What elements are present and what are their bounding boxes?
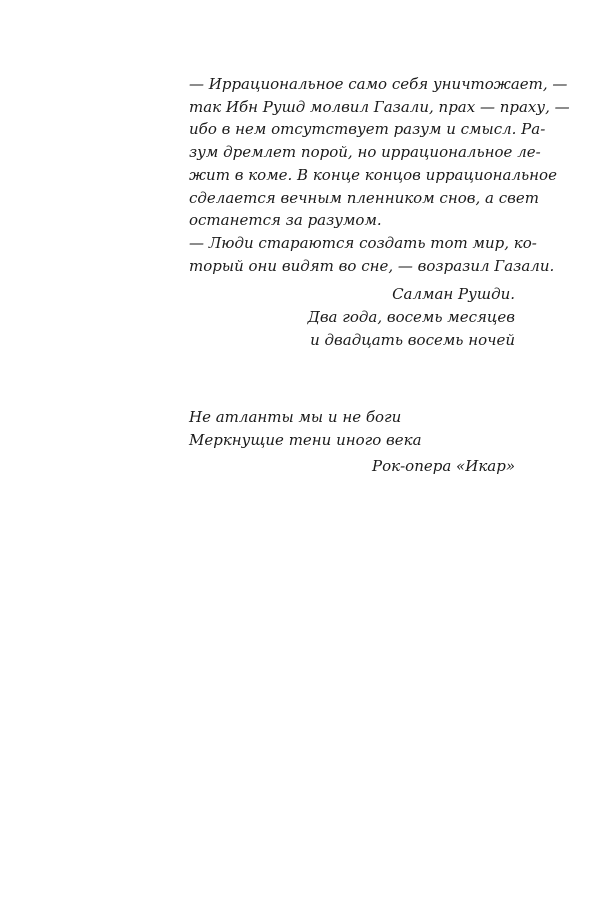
epigraph-line: торый они видят во сне, — возразил Газали. xyxy=(189,256,555,275)
epigraph-line: так Ибн Рушд молвил Газали, прах — праху, — xyxy=(189,97,570,116)
epigraph-line: Меркнущие тени иного века xyxy=(189,430,422,449)
epigraph-icarus xyxy=(189,406,515,478)
epigraph-attribution-author: Салман Рушди. xyxy=(392,285,515,304)
epigraph-line: зум дремлет порой, но иррациональное ле- xyxy=(189,143,541,162)
epigraph-rushdie xyxy=(189,73,570,351)
epigraph-line: останется за разумом. xyxy=(189,211,382,230)
epigraph-line: сделается вечным пленником снов, а свет xyxy=(189,188,539,207)
epigraph-attribution: Рок-опера «Икар» xyxy=(372,457,515,476)
epigraph-attribution-title: Два года, восемь месяцев xyxy=(307,308,515,327)
epigraph-line: ибо в нем отсутствует разум и смысл. Ра- xyxy=(189,120,546,139)
epigraph-line: — Люди стараются создать тот мир, ко- xyxy=(189,233,537,252)
epigraph-line: Не атланты мы и не боги xyxy=(189,408,402,426)
epigraph-line: жит в коме. В конце концов иррациональное xyxy=(189,165,557,184)
epigraph-attribution-title: и двадцать восемь ночей xyxy=(310,330,515,349)
epigraph-line: — Иррациональное само себя уничтожает, — xyxy=(189,75,568,93)
